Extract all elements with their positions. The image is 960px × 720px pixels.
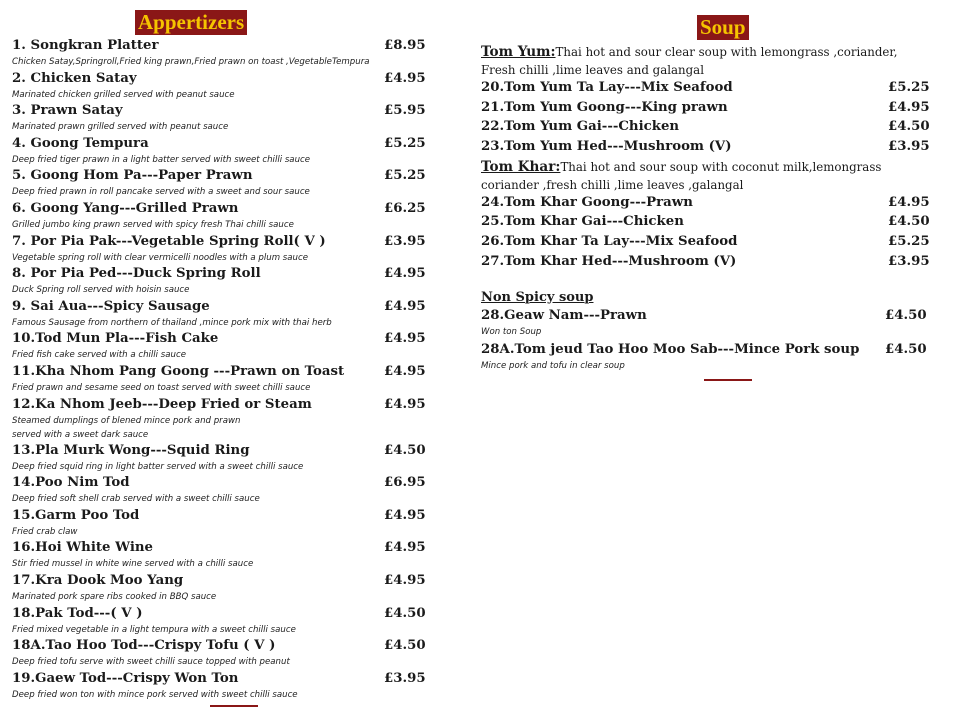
item-name: 4. Goong Tempura [12,135,149,151]
menu-item [12,507,432,540]
item-price: £4.95 [384,331,426,347]
menu-item [12,442,432,475]
menu-item [12,637,432,670]
decorative-underline [210,705,258,707]
category-desc: Thai hot and sour clear soup with lemongrass ,coriander, [555,45,898,59]
item-price: £4.50 [888,214,930,230]
appetizers-title: Appertizers [135,10,247,35]
tom-khar-header [481,158,941,176]
menu-item [12,670,432,703]
item-name: 14.Poo Nim Tod [12,475,130,491]
item-name: 27.Tom Khar Hed---Mushroom (V) [481,253,737,269]
menu-item [12,330,432,363]
item-price: £3.95 [384,670,426,686]
item-price: £4.50 [885,307,927,323]
item-price: £4.50 [384,605,426,621]
menu-item [481,118,941,138]
item-price: £4.50 [384,442,426,458]
menu-item [12,363,432,396]
item-price: £4.95 [384,266,426,282]
item-price: £4.50 [384,638,426,654]
item-price: £4.50 [888,119,930,135]
item-price: £4.95 [384,572,426,588]
item-name: 19.Gaew Tod---Crispy Won Ton [12,670,239,686]
item-name: 7. Por Pia Pak---Vegetable Spring Roll( V ) [12,233,326,249]
menu-item [12,167,432,200]
item-desc: Deep fried tofu serve with sweet chilli sauce topped with peanut [12,657,290,668]
tom-yum-header [481,43,941,61]
menu-item [12,265,432,298]
item-desc: Marinated pork spare ribs cooked in BBQ sauce [12,591,217,602]
item-desc: Fried prawn and sesame seed on toast served with sweet chilli sauce [12,382,311,393]
item-price: £4.95 [888,194,930,210]
item-desc: Marinated prawn grilled served with peanut sauce [12,122,229,133]
item-price: £4.95 [384,540,426,556]
item-name: 8. Por Pia Ped---Duck Spring Roll [12,266,261,282]
item-price: £5.95 [384,103,426,119]
menu-item [12,233,432,266]
item-desc: Deep fried won ton with mince pork served with sweet chilli sauce [12,689,298,700]
decorative-underline [704,379,752,381]
menu-item [481,233,941,253]
category-desc-continued: coriander ,fresh chilli ,lime leaves ,galangal [481,177,744,192]
category-label: Tom Khar: [481,158,561,175]
item-name: 5. Goong Hom Pa---Paper Prawn [12,168,253,184]
menu-item [12,70,432,103]
item-name: 10.Tod Mun Pla---Fish Cake [12,331,219,347]
item-desc: Deep fried prawn in roll pancake served with a sweet and sour sauce [12,187,310,198]
item-desc: Fried crab claw [12,526,78,537]
item-price: £4.50 [885,342,927,357]
item-desc: Chicken Satay,Springroll,Fried king prawn,Fried prawn on toast ,VegetableTempura [12,57,370,67]
soup-title: Soup [697,15,749,40]
item-name: 15.Garm Poo Tod [12,507,140,523]
item-price: £6.25 [384,200,426,216]
item-name: 18A.Tao Hoo Tod---Crispy Tofu ( V ) [12,638,276,654]
menu-item [481,99,941,119]
item-price: £3.95 [888,253,930,269]
item-desc: Stir fried mussel in white wine served with a chilli sauce [12,559,254,570]
item-name: 20.Tom Yum Ta Lay---Mix Seafood [481,80,733,95]
category-desc-continued: Fresh chilli ,lime leaves and galangal [481,63,704,77]
menu-item [12,539,432,572]
appetizers-list [12,37,432,702]
item-price: £5.25 [888,80,930,95]
item-desc: Grilled jumbo king prawn served with spicy fresh Thai chilli sauce [12,219,294,230]
menu-item [12,298,432,331]
item-desc: Vegetable spring roll with clear vermicelli noodles with a plum sauce [12,252,309,263]
item-name: 9. Sai Aua---Spicy Sausage [12,298,210,314]
item-name: 24.Tom Khar Goong---Prawn [481,194,693,210]
item-price: £4.95 [384,298,426,314]
item-name: 17.Kra Dook Moo Yang [12,572,184,588]
item-price: £4.95 [384,70,426,86]
item-price: £4.95 [384,396,426,412]
menu-item [12,37,432,70]
category-label: Tom Yum: [481,44,556,60]
item-desc: Duck Spring roll served with hoisin sauce [12,285,190,296]
menu-item [481,341,941,376]
item-name: 1. Songkran Platter [12,38,159,53]
item-desc: Famous Sausage from northern of thailand ,mince pork mix with thai herb [12,317,332,328]
menu-item [12,135,432,168]
item-price: £4.95 [384,363,426,379]
item-name: 28.Geaw Nam---Prawn [481,307,647,323]
item-price: £5.25 [384,168,426,184]
item-name: 16.Hoi White Wine [12,540,154,556]
item-desc: Mince pork and tofu in clear soup [481,361,625,371]
menu-item [12,396,432,442]
item-price: £5.25 [384,135,426,151]
item-desc: Deep fried tiger prawn in a light batter served with sweet chilli sauce [12,154,311,165]
item-name: 22.Tom Yum Gai---Chicken [481,119,680,135]
item-price: £8.95 [384,38,426,53]
menu-item [481,79,941,99]
item-desc-continued: served with a sweet dark sauce [12,429,149,440]
item-price: £4.95 [888,99,930,115]
item-desc: Won ton Soup [481,326,542,337]
item-price: £3.95 [888,139,930,155]
item-name: 2. Chicken Satay [12,70,137,86]
item-price: £4.95 [384,507,426,523]
category-desc: Thai hot and sour soup with coconut milk,lemongrass [560,159,882,174]
menu-item [481,213,941,233]
item-name: 25.Tom Khar Gai---Chicken [481,214,684,230]
menu-item [481,194,941,214]
non-spicy-header: Non Spicy soup [481,289,594,305]
menu-item [12,474,432,507]
menu-item [12,200,432,233]
soup-list [481,43,941,376]
item-desc: Fried fish cake served with a chilli sauce [12,350,187,361]
item-name: 3. Prawn Satay [12,103,123,119]
item-name: 23.Tom Yum Hed---Mushroom (V) [481,139,732,155]
item-desc: Steamed dumplings of blened mince pork and prawn [12,415,241,426]
menu-item [481,138,941,158]
item-name: 26.Tom Khar Ta Lay---Mix Seafood [481,234,738,250]
item-name: 13.Pla Murk Wong---Squid Ring [12,442,250,458]
item-name: 21.Tom Yum Goong---King prawn [481,99,728,115]
item-name: 12.Ka Nhom Jeeb---Deep Fried or Steam [12,396,312,412]
item-desc: Deep fried soft shell crab served with a sweet chilli sauce [12,494,260,505]
menu-item [481,307,941,342]
item-desc: Fried mixed vegetable in a light tempura with a sweet chilli sauce [12,624,296,635]
menu-item [12,572,432,605]
item-name: 11.Kha Nhom Pang Goong ---Prawn on Toast [12,363,345,379]
item-name: 6. Goong Yang---Grilled Prawn [12,200,239,216]
menu-item [12,102,432,135]
menu-item [12,605,432,638]
menu-item [481,253,941,273]
item-price: £6.95 [384,475,426,491]
item-desc: Deep fried squid ring in light batter served with a sweet chilli sauce [12,461,304,472]
item-price: £5.25 [888,234,930,250]
item-name: 28A.Tom jeud Tao Hoo Moo Sab---Mince Pork soup [481,342,860,357]
item-price: £3.95 [384,233,426,249]
item-desc: Marinated chicken grilled served with peanut sauce [12,89,235,100]
item-name: 18.Pak Tod---( V ) [12,605,143,621]
